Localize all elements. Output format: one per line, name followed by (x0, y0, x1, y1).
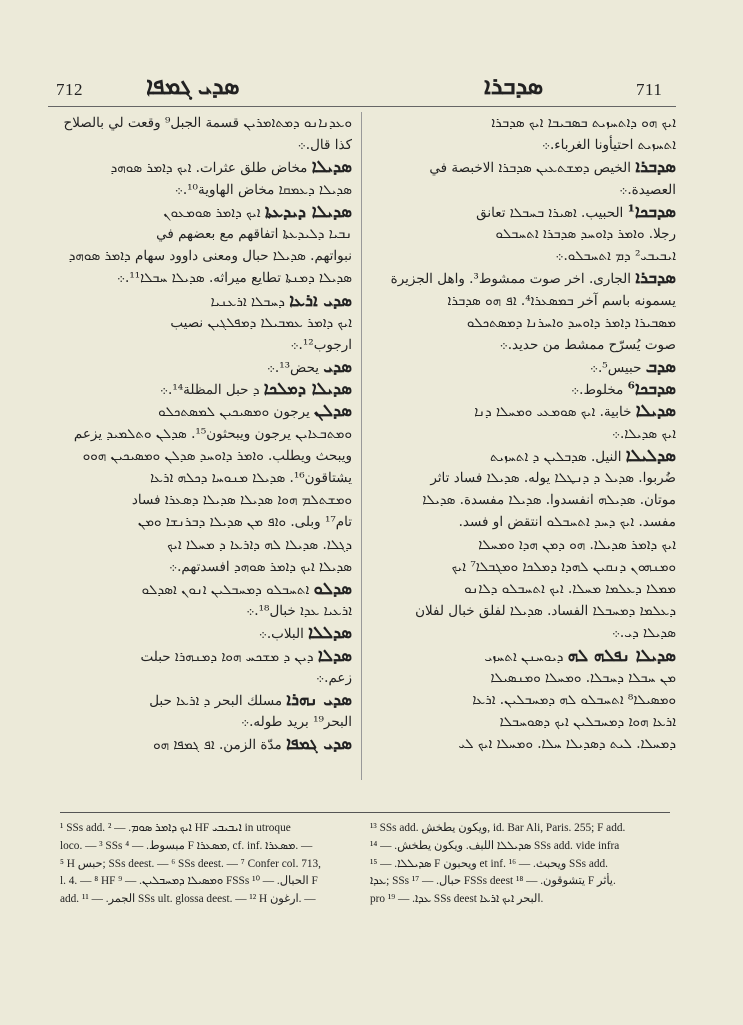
entry-line (370, 556, 676, 578)
entry-text: النيل. ܣܕܒܠܝܢ ܕ ܐܬܚܙܝܬ (490, 448, 622, 465)
entry-line (370, 511, 676, 533)
headword: ܣܕܝܠܐ ܕܡܠܟܐ (263, 379, 352, 399)
entry-text: ܘܡܣܝܠܐ⁸ ܐܬܚܒܠܘ ܠܗ ܕܡܚܒܠܝܢ. ܐܪܥܐ (472, 691, 676, 708)
entry-line (370, 578, 676, 600)
entry-text: ܐܪܥܐ ܗܘܐ ܕܡܚܒܠܝܢ ܐܝܟ ܕܣܘܚܒܠܐ (499, 714, 676, 731)
entry-text: يرجون ܘܡܣܝܟܝܢ ܠܡܣܬܟܠܘ (158, 404, 310, 421)
entry-line (370, 445, 676, 467)
footnote-line: ܥܕܐ; SSs حبال. — ¹⁷ FSSs deest يتشوقون. — ¹⁸ F يأثر. (370, 875, 616, 888)
entry-text: ܣܕܝܠܐ ܕܝ.܀ (611, 625, 676, 642)
entry-line (370, 201, 676, 223)
entry-text: صوت يُسرّح ممشط من حديد.܀ (499, 336, 676, 353)
entry-text: مخلوط.܀ (571, 382, 624, 399)
entry-text: خابية. ܐܝܟ ܣܘܡܥܝ ܘܡܚܠܐ ܕܢܐ (474, 404, 632, 421)
entry-line (370, 378, 676, 400)
headword: ܣܕܝ ܢܗܪܐ (286, 689, 352, 709)
entry-text: ܡܣܒܝܪܐ ܕܐܡܪ ܕܐܘܚܕ ܘܐܚܪܢܐ ܕܡܣܬܟܠܘ (466, 314, 676, 331)
entry-line (48, 356, 352, 378)
entry-text: ܐܬܚܒܠܘ ܕܡܚܒܠܝܢ ܐܢܘܢ ܐܣܕܠܘ (141, 581, 310, 598)
entry-line (48, 556, 352, 578)
entry-line (48, 489, 352, 511)
entry-line (48, 179, 352, 201)
entry-line (370, 267, 676, 289)
entry-text: ܐܝܒܝܒܝ² ܕܡ ܐܬܚܒܠܘ.܀ (555, 248, 676, 265)
headword: ܣܕܝ ܐܪܥܐ (289, 290, 352, 310)
entry-line (48, 534, 352, 556)
entry-line (48, 467, 352, 489)
footnote-line: ܣܕܝܠܠܐ اللبف. ويكون يطخش. — ¹⁴ SSs add. vide infra (370, 839, 620, 852)
entry-line (370, 689, 676, 711)
entry-line (370, 134, 676, 156)
headword: ܣܕܝܠܐ ܕܝܕܥܬܐ (264, 201, 352, 221)
entry-line (48, 711, 352, 733)
entry-line (48, 290, 352, 312)
entry-text: يحض¹³.܀ (266, 360, 320, 377)
entry-line (370, 489, 676, 511)
footnote-line: ¹ SSs add. ܐܝܟ ܕܐܡܪ ܣܘܡ. — ² HF ܐܝܒܝܒܝ in utroque (60, 822, 291, 834)
headword: ܣܕܝܠܐ ܢܦܠܗ ܠܗ (567, 645, 676, 665)
entry-text: ܕ حبل المظلة¹⁴.܀ (159, 382, 260, 399)
entry-text: ضُربوا. ܣܕܝܠ ܕ ܕܢܛܠܐ يوله. ܣܕܝܠܐ فساد تاثر (430, 470, 676, 486)
entry-line (370, 733, 676, 755)
entry-text: الخيص ܕܡܫܬܥܝܢ ܣܕܒܪܐ الاخبصة في (429, 160, 632, 177)
running-head-right: ܣܕܒܪܐ (484, 74, 544, 100)
entry-text: ܐܝܟ ܗܘ ܕܐܬܚܙܝܬ ܒܣܒܝܒܐ ܐܝܟ ܣܕܒܪܐ (491, 115, 676, 131)
entry-text: مفسد. ܐܝܟ ܕܚܕ ܐܬܚܒܠܘ انتقض او فسد. (458, 514, 676, 531)
entry-line (48, 223, 352, 245)
entry-text: ܣܕܝܠܐ ܕܡܢܬܐ تطايع ميراثه. ܣܕܝܠܐ ܚܒܠܐ¹¹.܀ (116, 270, 352, 287)
entry-text: تام¹⁷ وبلى. ܘܐܦ ܡܢ ܣܕܝܠܐ ܕܒܪܢܫܐ ܘܡܢ (137, 514, 352, 531)
entry-line (48, 600, 352, 622)
entry-text: زعم.܀ (316, 669, 352, 686)
entry-text: ܘܥܕܢܐܢܘ ܕܡܬܐܡܪܝܢ قسمة الجبل⁹ وقعت لي بالصلاح (63, 115, 352, 131)
entry-line (48, 511, 352, 533)
entry-text: ܘܡܬܒܥܐܝܢ يرجون ويبحثون¹⁵. ܣܕܠܢ ܘܬܠܡܝܕ يزعم (73, 425, 352, 442)
entry-line (370, 711, 676, 733)
headword: ܣܕܠܠܐ (308, 623, 352, 643)
entry-text: العصيدة.܀ (619, 181, 676, 198)
entry-text: يشتاقون¹⁶. ܣܕܝܠܐ ܡܢܘܚܐ ܕܟܠܗ ܐܪܥܐ (150, 470, 352, 486)
entry-line (370, 356, 676, 378)
headword: ܣܕܒܟܐ¹ (627, 201, 676, 221)
entry-text: موتان. ܣܕܝܠܗ انفسدوا. ܣܕܝܠܐ مفسدة. ܣܕܝܠܐ (422, 492, 676, 509)
entry-text: ܐܝܟ ܕܐܡܪ ܥܡܒܝܠܐ ܕܡܦܠܓܝܢ نصيب (170, 314, 352, 331)
headword: ܣܕܠܐ (317, 645, 352, 665)
entry-text: ܐܝܟ ܕܐܡܪ ܣܘܡܥܘܢ (163, 204, 261, 221)
entry-text: ܢܒܝܐ ܕܠܝܕܥܬܐ اتفاقهم مع بعضهم في (156, 225, 352, 242)
entry-line (48, 667, 352, 689)
entry-text: مدّة الزمن. ܐܦ ܓܡܦܐ ܗܘ (153, 737, 282, 754)
column-right (370, 112, 676, 755)
entry-text: ܡܡܠܐ ܕܥܠܡܐ ܡܚܠܐ. ܐܝܟ ܐܬܚܒܠܘ ܕܠܐܢܘ (464, 580, 676, 597)
entry-text: ܘܡܫܬܠܡ ܗܘܐ ܣܕܝܠܐ ܣܕܝܠܐ ܕܣܥܪܐ فساد (131, 492, 352, 509)
entry-line (370, 667, 676, 689)
entry-text: ܕܓܠܐ. ܣܕܝܠܐ ܠܗ ܕܐܪܥܐ ܕ ܡܚܠܐ ܐܝܟ (167, 536, 352, 553)
entry-line (48, 733, 352, 755)
entry-line (370, 179, 676, 201)
entry-text: ويبحث ويطلب. ܘܐܡܪ ܕܐܘܚܕ ܣܕܠܢ ܘܡܣܝܟܝܢ ܗܘܘ (82, 447, 352, 464)
entry-line (48, 378, 352, 400)
headword: ܣܕܒܪܐ (635, 157, 676, 177)
entry-text: ܕܝܢ ܕ ܡܫܟܚ ܗܘܐ ܕܡܢܗܪܐ حبلت (140, 648, 314, 665)
entry-text: ܡܢ ܚܒܠܐ ܕܚܒܠܐ. ܘܡܚܠܐ ܘܡܢܣܝܠܐ (490, 669, 676, 686)
entry-line (48, 134, 352, 156)
entry-text: ܐܪܥܝܐ ܥܕܐ خبال¹⁸.܀ (246, 603, 352, 620)
entry-line (370, 600, 676, 622)
entry-line (370, 245, 676, 267)
entry-line (370, 290, 676, 312)
entry-line (48, 400, 352, 422)
entry-line (370, 622, 676, 644)
entry-text: ܕܚܒܠܐ ܐܪܥܢܝܐ (210, 293, 285, 310)
entry-line (48, 578, 352, 600)
entry-line (48, 445, 352, 467)
column-left (48, 112, 352, 755)
entry-line (48, 689, 352, 711)
headword: ܣܕܠܢ (314, 401, 352, 421)
entry-line (370, 334, 676, 356)
entry-text: رجلا. ܘܐܡܪ ܕܐܘܚܕ ܣܕܒܪܐ ܐܬܚܒܠܘ (495, 225, 676, 242)
entry-text: البحر¹⁹ بريد طوله.܀ (240, 714, 352, 731)
footnote-line: add. الجمر. — ¹¹ SSs ult. glossa deest. — ¹² H ارغون. — (60, 893, 316, 906)
entry-text: مخاض طلق عثرات. ܐܝܟ ܕܐܡܪ ܣܘܗܕ (110, 160, 308, 177)
entry-text: ܐܬܚܙܝܬ احتيأونا الغرباء.܀ (541, 137, 676, 154)
header-rule (48, 106, 676, 107)
entry-text: ܐܝܟ ܕܐܡܪ ܣܕܝܠܐ. ܗܘ ܕܡܢ ܗܕܐ ܘܡܚܠܐ (478, 536, 676, 553)
entry-text: ܕܝܘܚܢܢ ܐܬܚܙܝ (484, 648, 564, 665)
page-number-left: 712 (56, 80, 83, 99)
entry-text: الحبيب. ܐܣܝܪܐ ܒܚܒܠܐ تعانق (476, 204, 624, 221)
headword: ܣܕܠܝܠܐ (625, 445, 676, 465)
footnote-line: pro ܥܕܐ. — ¹⁹ SSs deest البحر ܐܝܟ ܐܪܥܐ. (370, 893, 544, 906)
entry-text: ܘܡܢܗܘܢ ܕܢܩܝܢ ܠܗܕܐ ܕܡܠܟܐ ܘܡܓܒܠܐ⁷ ܐܝܟ (451, 558, 676, 575)
entry-line (370, 645, 676, 667)
entry-line (48, 423, 352, 445)
entry-text: الجارى. اخر صوت ممشوط³. واهل الجزيرة (390, 271, 632, 288)
entry-line (370, 312, 676, 334)
entry-text: مسلك البحر ܕ ܐܪܥܐ حبل (149, 692, 283, 709)
entry-line (48, 201, 352, 223)
headword: ܣܕܝܠܐ (635, 401, 676, 421)
page-number-right: 711 (636, 80, 663, 99)
entry-text: نبواتهم. ܣܕܝܠܐ حبال ومعنى داوود سهام ܕܐܡܪ ܣܘܗܕ (68, 248, 352, 265)
entry-text: البلاب.܀ (258, 626, 304, 643)
footnote-line: ⁵ H حبس; SSs deest. — ⁶ SSs deest. — ⁷ Confer col. 713, (60, 857, 321, 870)
running-head-left: ܣܕܝ ܓܡܦܐ (146, 74, 240, 100)
footnotes-right (370, 820, 670, 909)
entry-line (48, 334, 352, 356)
headword: ܣܕܝ (323, 357, 352, 377)
entry-text: ܕܥܠܡܐ ܕܡܚܒܠܐ الفساد. ܣܕܝܠܐ لفلق خبال لفلان (415, 603, 676, 620)
entry-text: ܣܕܝܠܐ ܕܥܡܩܐ مخاض الهاوية¹⁰.܀ (174, 181, 352, 198)
footnote-line: ¹³ SSs add. ويكون يطخش, id. Bar Ali, Paris. 255; F add. (370, 822, 626, 834)
headword: ܣܕܒܪܐ (635, 268, 676, 288)
footnote-line: loco. — ³ SSs مبسوط. — ⁴ F ܡܣܥܪܐ, cf. inf. ܡܣܥܪܐ. — (60, 839, 313, 852)
entry-text: حبيس⁵.܀ (589, 360, 642, 377)
entry-line (48, 645, 352, 667)
entry-line (370, 112, 676, 134)
footnotes-left (60, 820, 352, 909)
entry-line (370, 467, 676, 489)
headword: ܣܕܒ (645, 357, 676, 377)
entry-text: ܕܡܚܠܐ. ܠܝܬ ܕܣܕܝܠܐ ܚܠܐ. ܘܡܚܠܐ ܐܝܟ ܠܝ (458, 736, 676, 753)
entry-line (370, 156, 676, 178)
entry-text: يسمونه باسم آخر ܒܡܣܥܪܐ⁴. ܐܦ ܗܘ ܣܕܒܪܐ (447, 292, 676, 309)
entry-line (370, 223, 676, 245)
footnote-line: ܣܕܝܠܠܐ. — ¹⁵ F ويحبون et inf. ويحبث. — ¹⁶ SSs add. (370, 857, 608, 870)
entry-line (48, 245, 352, 267)
entry-line (48, 156, 352, 178)
entry-line (48, 267, 352, 289)
headword: ܣܕܠܘ (313, 578, 352, 598)
column-divider (361, 112, 362, 780)
headword: ܣܕܝ ܓܡܦܐ (286, 734, 352, 754)
footnote-rule (60, 812, 670, 813)
entry-line (48, 312, 352, 334)
entry-text: ارجوب¹².܀ (290, 336, 352, 353)
entry-text: ܣܕܝܠܐ ܐܝܟ ܕܐܡܪ ܣܘܗܕ افسدتهم.܀ (168, 558, 352, 575)
entry-text: كذا قال.܀ (297, 137, 352, 154)
entry-line (48, 112, 352, 134)
entry-line (370, 400, 676, 422)
entry-line (370, 534, 676, 556)
entry-text: ܐܝܟ ܣܕܝܠܐ.܀ (611, 425, 676, 442)
entry-line (370, 423, 676, 445)
headword: ܣܕܒܟܐ⁶ (627, 379, 676, 399)
footnote-line: l. 4. — ⁸ HF ܘܡܣܝܠܐ ܕܡܚܒܠܝܢ. — ⁹ FSSs الحبال. — ¹⁰ F (60, 875, 318, 888)
entry-line (48, 622, 352, 644)
headword: ܣܕܝܠܐ (311, 157, 352, 177)
